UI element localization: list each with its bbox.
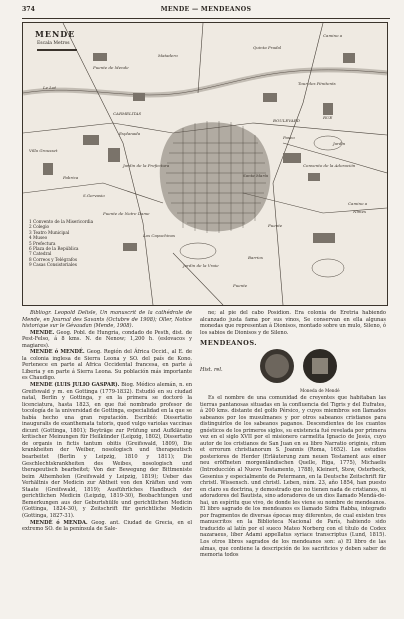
map-label: Jardin	[333, 141, 346, 146]
legend-item: 2 Colegio	[29, 224, 50, 230]
map-label: S.Gervasio	[83, 193, 105, 198]
page-header	[22, 6, 390, 16]
legend-item: 9 Casas Consistoriales	[29, 262, 77, 268]
city-map	[22, 22, 388, 306]
map-label: Tour des Pénitents	[298, 81, 336, 86]
headword: MENDEANOS.	[200, 339, 258, 348]
entry-paragraph: MENDE. Geog. Pobl. de Hungria, condado de Pesth, dist. de Pest-Felso, á 8 kms. N. de Nenow; 1,200 h. (eslovacos y magiares).	[22, 329, 193, 349]
map-label: Villa Grousset	[29, 148, 58, 153]
map-label: Camino a	[323, 33, 343, 38]
map-label: Convento de la Adoración	[303, 163, 356, 168]
map-label: Santa María	[243, 173, 269, 178]
entry-paragraph: Es el nombre de una comunidad de creyentes que habitaban las tierras pantanosas situadas en la confluencia del Tigris y del Eufrates, á 200 kms. distante del golfo Pérsico, y cuyos miembros son llamados sabeanos por los musulmanes y por otros sabeanos cristianos para distinguirlos de los sabeanos paganos. Descendientes de los cuantos gnósticos de los primeros siglos, su existencia fué revelada por primera vez en el siglo XVII por el misionero carmelita Ignacio de Jesús, cuyo autor de los cristianos de San Juan en su libro Narratio originis, ritum et errorum christianorum S. Joannis (Roma, 1652). Los estudios posteriores de Herder (Erläuterung zum neuen Testament aus einer neu eröffneten morgenländischen Quelle, Riga, 1775), Michaelis (Introducción al Nuevo Testamento, 1788), Kleinert, Stew, Osterbeck, Gesenius y especialmente de Petermann, en la Deutsche Zeitschrift für christl. Wissensch. und christl. Leben, núm. 23, año 1854, han puesto en claro su doctrina, y demostrado que no tienen nada de cristianos, ni adoradores del Bautista, sino adoradores de un dios llamado Mendá-de-hai, un espíritu que vivo, de donde les viene su nombre de mendeanos. El libro sagrado de los mendeanos es llamado Sidra Rabba, integrado por fragmentos de diversas épocas muy diferentes, de cual existen tres manuscritos en la Biblioteca Nacional de París, habiendo sido traducido al latín por el sueco Mateo Norberg con el título de Codex nazaraeus, liber Adami appellatus syriace transcriptus (Lund, 1815). Los otros libros sagrados de los mendeanos son: a) El libro de las almas, que contiene la descripción de los sacrificios y deben saber de memoria todos	[200, 395, 386, 559]
legend-item: 8 Correos y Telégrafos	[29, 256, 78, 262]
map-label: CARMELITAS	[113, 111, 142, 116]
entry-paragraph: MENDÉ ó MENDA. Geog. ant. Ciudad de Grecia, en el extremo SO. de la península de Sale-	[22, 519, 193, 533]
text-column-left	[22, 310, 192, 533]
map-label: Fuente	[268, 223, 283, 228]
map-scale: Escala Metros	[37, 41, 70, 46]
coin-illustration	[252, 346, 382, 386]
entry-paragraph: MENDE ó MENDÉ. Geog. Región del África Occid., al E. de la colonia inglesa de Sierra Leona y SO. del país de Kono. Pertenece en parte al Africa Occidental francesa, en parte á Liberia y en parte á Sierra Leona. Su población más importante es Chaudigo.	[22, 349, 193, 382]
page-number: 374	[22, 6, 35, 13]
map-label: Puente de Notre Dame	[103, 211, 150, 216]
legend-item: 3 Teatro Municipal	[29, 229, 70, 235]
map-label: Los Capuchinos	[143, 233, 176, 238]
map-label: Jardin de la Vraie	[183, 263, 219, 268]
map-label: Paseo	[283, 135, 295, 140]
map-label: Jardin de la Prefectura	[123, 163, 170, 168]
bibliography-paragraph: Bibliogr. Leopold Delisle, Un manuscrit de la cathédrale de Mende, en Journal des Savants (Octubre de 1908); Oller, Notice historique sur le Gévaudan (Mende, 1908).	[22, 310, 192, 330]
map-label: Esplanada	[119, 131, 141, 136]
coin-caption: Moneda de Mendé	[300, 388, 340, 393]
legend-item: 1 Convento de la Misericordia	[29, 219, 94, 224]
legend-item: 7 Catedral	[29, 251, 52, 257]
legend-item: 6 Plaza de la República	[29, 246, 79, 252]
map-legend	[29, 219, 149, 268]
text-column-right-body	[200, 395, 386, 559]
map-label: Fabrica	[63, 175, 79, 180]
map-title: MENDE	[35, 29, 76, 39]
map-label: Barrios	[248, 255, 263, 260]
map-label: Nîmes	[353, 209, 366, 214]
legend-item: 5 Prefectura	[29, 240, 56, 246]
entry-paragraph: ne; al pie del cabo Posidion. Era colonia de Eretria habiendo alcanzado justa fama por sus vinos, Se conservan en ella algunas monedas que representan á Dionisos, montado sobre un mulo, Sileno, ó los sabios de Dionisos y de Sileno.	[200, 310, 386, 336]
headword-abbr: Hist. rel.	[200, 366, 223, 373]
map-label: BOULEVARD	[273, 118, 300, 123]
map-label: Le Lot	[43, 85, 56, 90]
map-label: Camino a	[348, 201, 368, 206]
map-label: RUE	[323, 115, 333, 120]
map-label: Puente de Mende	[93, 65, 129, 70]
header-rule	[22, 18, 390, 19]
entry-paragraph: MENDE (LUIS JULIO GASPAR). Biog. Médico alemán, n. en Greifswald y m. en Gottinga (1779-1832). Estudió en su ciudad natal, Berlin y Gottinga, y en la primera se doctoró la licenciatura, hasta 1823, en que fué nombrado profesor de tocología de la universidad de Gottinga, especialidad en la que se había hecho una gran reputación. Escribió: Dissertatio inauguralis de exanthemata tutoris, quod vulgo variolas vaccinas dicunt (Gottinga, 1801); Beyträge zur Prüfung und Aufklärung kritischer Meinungen für Heilkünder (Leipzig, 1802), Dissertatio de organis in fictis tantum obitis (Greifswald, 1809), Die krankheiten der Weiber, nosologisch und therapeutisch bearbeitet (Berlin y Leipzig, 1810 y 1811); Die Geschlechtskrankheiten des Weibes, nosologisch und therapeutisch bearbeitet; Von der Bewegung der Bittmeniste beim Athemholen (Greifswald y Leipzig, 1819); Ueber das Verhältnis der Medicin zur Abtheit von den Kräften und vom Staate (Greifswald, 1819); Ausführliches Handbuch der gerichtlichen Medicin (Leipzig, 1819-30), Beobachtungen und Bemerkungen aus der Geburtshülfe und gerichtlichen Medicin (Gottinga, 1824-30), y Zeitschrift für gerichtliche Medicin (Gottinga, 1827-31).	[22, 382, 193, 519]
map-label: Quinta Pradal	[253, 45, 282, 50]
map-label: Matadero	[158, 53, 178, 58]
running-title: MENDE — MENDEANOS	[160, 6, 252, 13]
map-label: Puente	[233, 283, 248, 288]
legend-item: 4 Museo	[29, 235, 48, 241]
